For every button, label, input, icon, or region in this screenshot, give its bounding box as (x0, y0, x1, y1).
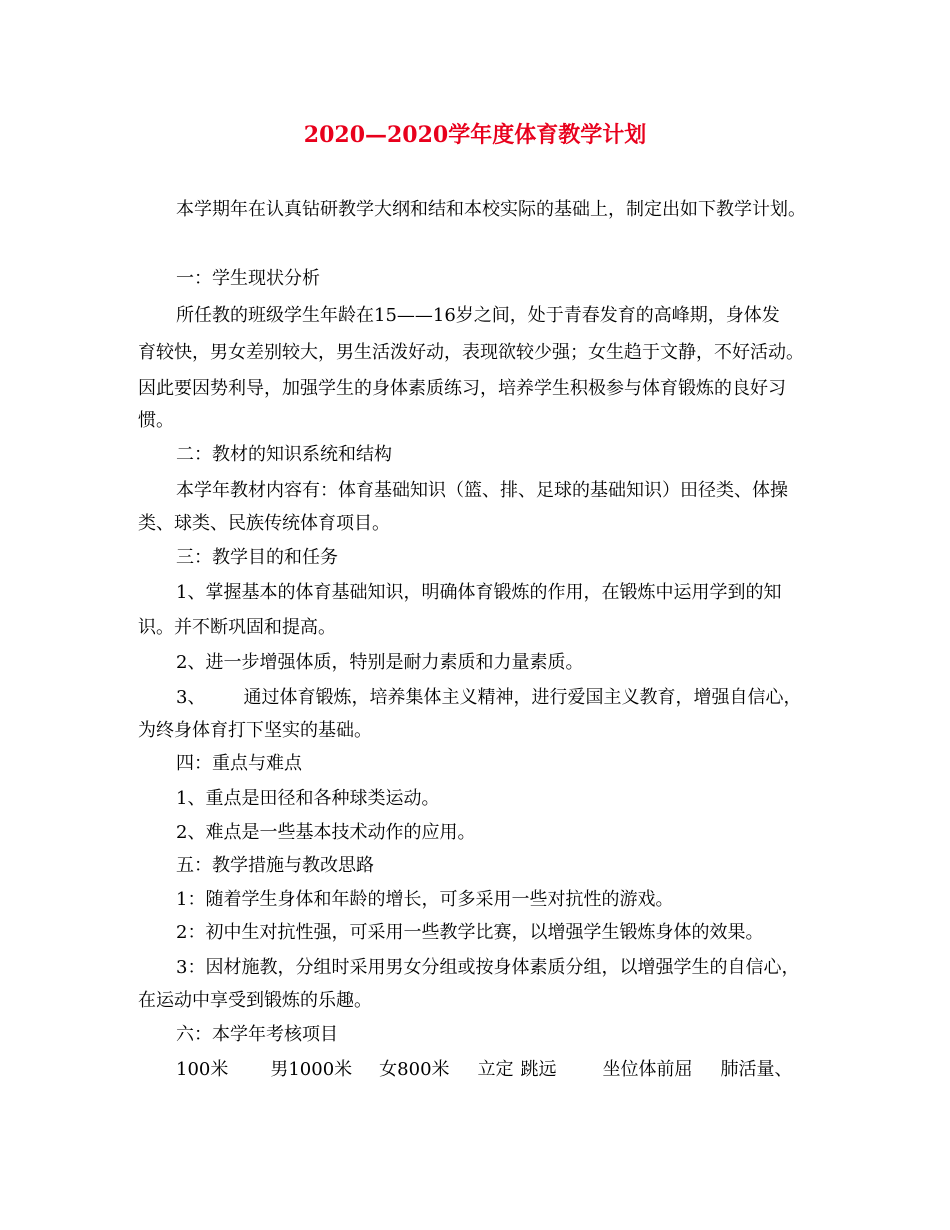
intro-paragraph: 本学期年在认真钻研教学大纲和结和本校实际的基础上，制定出如下教学计划。 (176, 199, 806, 220)
assessment-item: 跳远 (520, 1059, 557, 1080)
section-4-line-1: 1、重点是田径和各种球类运动。 (176, 788, 440, 809)
section-heading-4: 四：重点与难点 (176, 753, 302, 774)
section-1-line-2: 育较快，男女差别较大，男生活泼好动，表现欲较少强；女生趋于文静，不好活动。 (138, 342, 804, 363)
assessment-items-row (176, 1057, 876, 1083)
assessment-item: 坐位体前屈 (602, 1059, 693, 1080)
section-heading-5: 五：教学措施与教改思路 (176, 855, 374, 876)
section-heading-6: 六：本学年考核项目 (176, 1024, 338, 1045)
section-2-line-1: 本学年教材内容有：体育基础知识（篮、排、足球的基础知识）田径类、体操 (176, 480, 788, 501)
section-1-line-4: 惯。 (138, 410, 174, 431)
section-3-line-1: 1、掌握基本的体育基础知识，明确体育锻炼的作用，在锻炼中运用学到的知 (176, 582, 782, 603)
assessment-item: 立定 (477, 1059, 514, 1080)
assessment-item: 女800米 (379, 1059, 450, 1080)
section-1-line-1: 所任教的班级学生年龄在15——16岁之间，处于青春发育的高峰期，身体发 (176, 305, 780, 326)
section-3-item-3 (176, 685, 876, 711)
section-heading-3: 三：教学目的和任务 (176, 547, 338, 568)
section-5-line-4: 在运动中享受到锻炼的乐趣。 (138, 990, 372, 1011)
section-5-line-3: 3：因材施教，分组时采用男女分组或按身体素质分组，以增强学生的自信心， (176, 957, 800, 978)
assessment-item: 男1000米 (270, 1059, 353, 1080)
section-heading-2: 二：教材的知识系统和结构 (176, 444, 392, 465)
section-3-line-2: 识。并不断巩固和提高。 (138, 617, 336, 638)
section-3-item-3-number: 3、 (176, 687, 206, 708)
section-2-line-2: 类、球类、民族传统体育项目。 (138, 513, 390, 534)
section-5-line-2: 2：初中生对抗性强，可采用一些教学比赛，以增强学生锻炼身体的效果。 (176, 922, 764, 943)
section-3-line-3: 2、进一步增强体质，特别是耐力素质和力量素质。 (176, 652, 584, 673)
section-5-line-1: 1：随着学生身体和年龄的增长，可多采用一些对抗性的游戏。 (176, 889, 674, 910)
section-3-line-5: 为终身体育打下坚实的基础。 (138, 720, 372, 741)
document-title: 2020—2020学年度体育教学计划 (303, 122, 647, 148)
assessment-item: 100米 (176, 1059, 229, 1080)
section-3-item-3-text: 通过体育锻炼，培养集体主义精神，进行爱国主义教育，增强自信心， (243, 687, 802, 708)
section-1-line-3: 因此要因势利导，加强学生的身体素质练习，培养学生积极参与体育锻炼的良好习 (138, 378, 786, 399)
section-4-line-2: 2、难点是一些基本技术动作的应用。 (176, 822, 476, 843)
assessment-item: 肺活量、 (720, 1059, 793, 1080)
section-heading-1: 一：学生现状分析 (176, 268, 320, 289)
